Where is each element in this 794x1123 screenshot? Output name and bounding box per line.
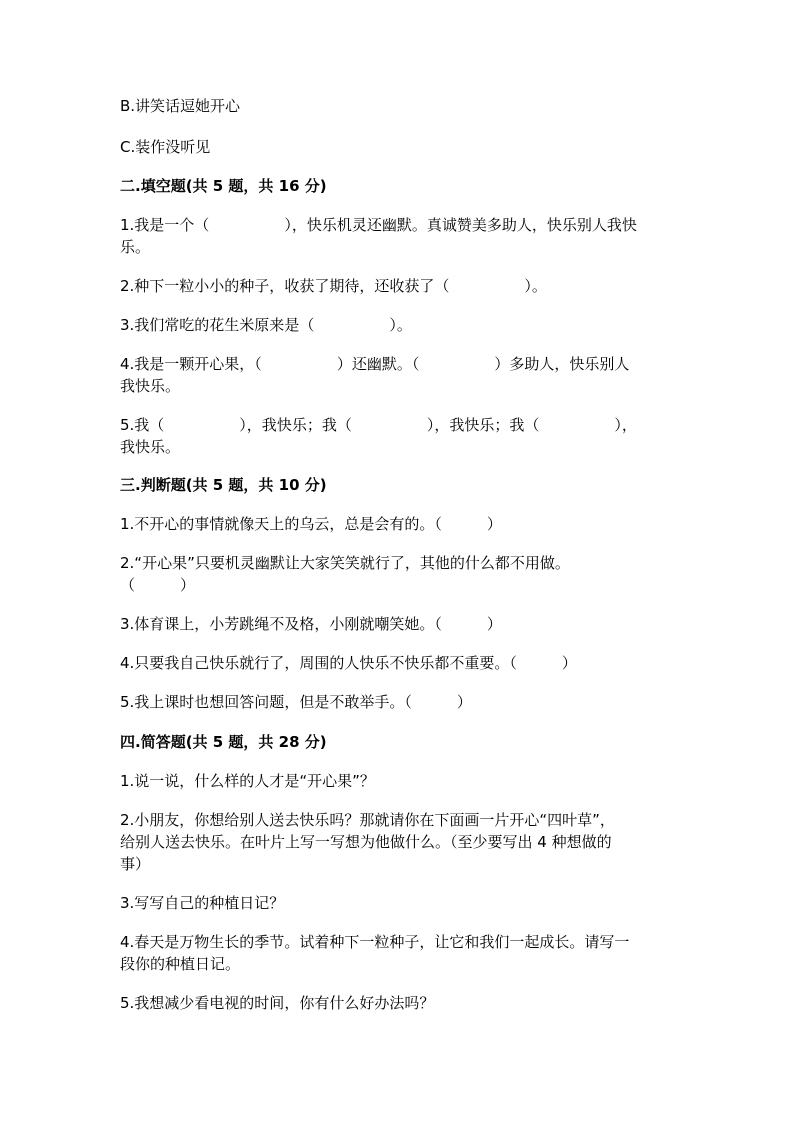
- fill-question-1-line-2: 乐。: [120, 238, 151, 256]
- judge-question-4: 4.只要我自己快乐就行了，周围的人快乐不快乐都不重要。（ ）: [120, 654, 577, 672]
- judge-question-2-line-2: （ ）: [120, 576, 196, 594]
- fill-question-1-line-1: 1.我是一个（ ），快乐机灵还幽默。真诚赞美多助人，快乐别人我快: [120, 216, 637, 234]
- answer-question-1: 1.说一说，什么样的人才是“开心果”？: [120, 772, 375, 790]
- fill-question-2: 2.种下一粒小小的种子，收获了期待，还收获了（ ）。: [120, 277, 547, 295]
- fill-question-4-line-2: 我快乐。: [120, 377, 181, 395]
- section-heading-short-answer: 四.简答题(共 5 题，共 28 分): [120, 733, 327, 751]
- fill-question-3: 3.我们常吃的花生米原来是（ ）。: [120, 316, 412, 334]
- judge-question-1: 1.不开心的事情就像天上的乌云，总是会有的。（ ）: [120, 515, 502, 533]
- answer-question-4-line-2: 段你的种植日记。: [120, 955, 241, 973]
- answer-question-3: 3.写写自己的种植日记？: [120, 894, 285, 912]
- answer-question-4-line-1: 4.春天是万物生长的季节。试着种下一粒种子，让它和我们一起成长。请写一: [120, 933, 630, 951]
- answer-question-5: 5.我想减少看电视的时间，你有什么好办法吗？: [120, 994, 435, 1012]
- section-heading-fill-blank: 二.填空题(共 5 题，共 16 分): [120, 177, 327, 195]
- fill-question-5-line-2: 我快乐。: [120, 438, 181, 456]
- judge-question-3: 3.体育课上，小芳跳绳不及格，小刚就嘲笑她。（ ）: [120, 615, 502, 633]
- judge-question-2-line-1: 2.“开心果”只要机灵幽默让大家笑笑就行了，其他的什么都不用做。: [120, 554, 570, 572]
- option-c: C.装作没听见: [120, 138, 211, 156]
- section-heading-true-false: 三.判断题(共 5 题，共 10 分): [120, 476, 327, 494]
- answer-question-2-line-2: 给别人送去快乐。在叶片上写一写想为他做什么。（至少要写出 4 种想做的: [120, 833, 612, 851]
- fill-question-5-line-1: 5.我（ ），我快乐；我（ ），我快乐；我（ ），: [120, 416, 637, 434]
- answer-question-2-line-3: 事）: [120, 855, 151, 873]
- judge-question-5: 5.我上课时也想回答问题，但是不敢举手。（ ）: [120, 693, 472, 711]
- answer-question-2-line-1: 2.小朋友，你想给别人送去快乐吗？那就请你在下面画一片开心“四叶草”，: [120, 811, 615, 829]
- fill-question-4-line-1: 4.我是一颗开心果，（ ）还幽默。（ ）多助人，快乐别人: [120, 355, 630, 373]
- option-b: B.讲笑话逗她开心: [120, 97, 241, 115]
